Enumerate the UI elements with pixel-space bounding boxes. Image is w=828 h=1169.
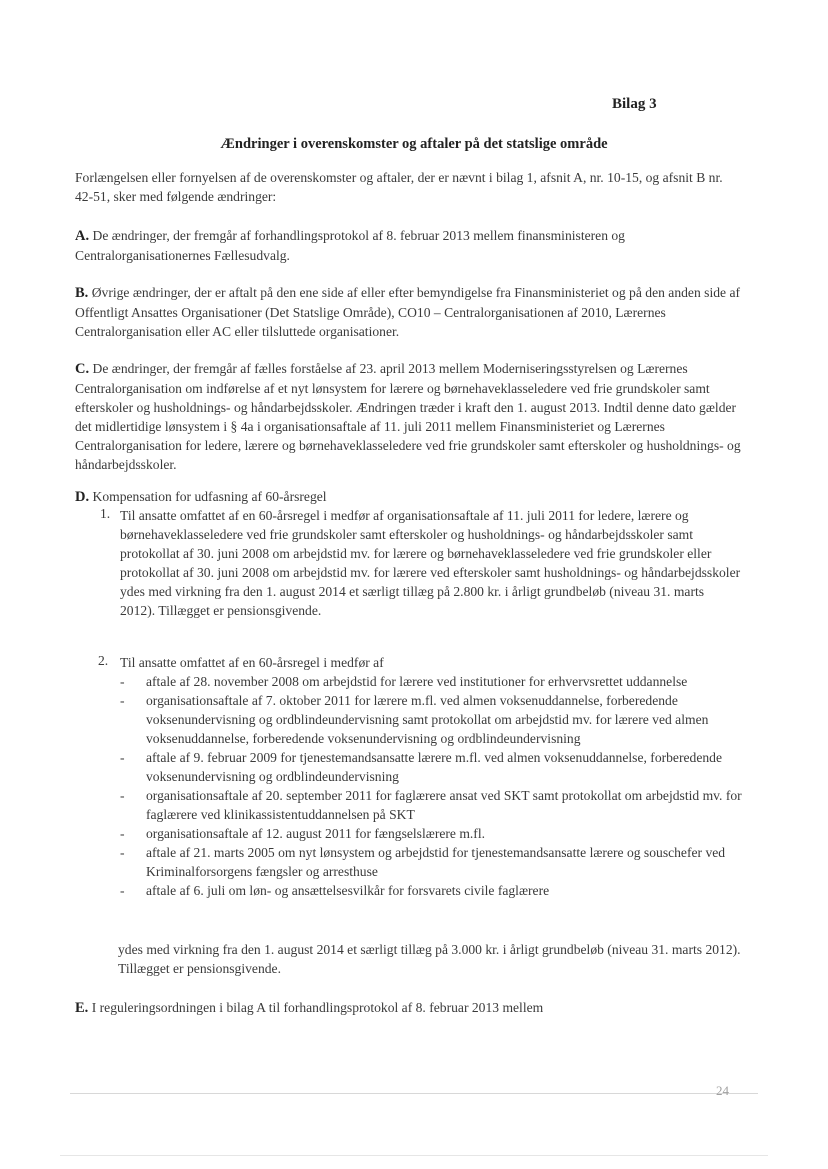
section-d-label: D. bbox=[75, 489, 90, 505]
agreement-sublist bbox=[120, 672, 742, 900]
dash-bullet: - bbox=[120, 750, 125, 765]
sublist-item bbox=[120, 748, 742, 786]
sublist-item-text: aftale af 9. februar 2009 for tjenestemandsansatte lærere m.fl. ved almen voksenuddannelse, forberedende voksenundervisning og ordblindeundervisning bbox=[146, 750, 722, 784]
sublist-item bbox=[120, 786, 742, 824]
section-e bbox=[75, 998, 743, 1018]
dash-bullet: - bbox=[120, 693, 125, 708]
item-number: 2. bbox=[98, 653, 109, 668]
dash-bullet: - bbox=[120, 674, 125, 689]
page-number: 24 bbox=[716, 1083, 729, 1098]
intro-paragraph: Forlængelsen eller fornyelsen af de overenskomster og aftaler, der er nævnt i bilag 1, afsnit A, nr. 10-15, og afsnit B nr. 42-51, sker med følgende ændringer: bbox=[75, 170, 723, 204]
list-item: Til ansatte omfattet af en 60-årsregel i medfør af organisationsaftale af 11. juli 2011 for ledere, lærere og børnehaveklasseledere ved frie grundskoler samt efterskoler og husholdnings- og håndarbejdsskoler samt protokollat af 30. juni 2008 om arbejdstid mv. for lærere og børnehaveklasseledere ved frie grundskoler eller protokollat af 30. juni 2008 om arbejdstid mv. for lærere ved efterskoler samt husholdnings- og håndarbejdsskoler ydes med virkning fra den 1. august 2014 et særligt tillæg på 2.800 kr. i årligt grundbeløb (niveau 31. marts 2012). Tillægget er pensionsgivende. bbox=[120, 508, 741, 618]
item-number: 1. bbox=[100, 506, 111, 521]
footer-divider bbox=[70, 1093, 758, 1094]
sublist-item-text: organisationsaftale af 20. september 2011 for faglærere ansat ved SKT samt protokollat om arbejdstid mv. for faglærere ved klinikassistentuddannelsen på SKT bbox=[146, 788, 742, 822]
list-item: Til ansatte omfattet af en 60-årsregel i medfør af bbox=[120, 655, 384, 670]
sublist-item bbox=[120, 672, 742, 691]
dash-bullet: - bbox=[120, 826, 125, 841]
sublist-item bbox=[120, 843, 742, 881]
section-e-label: E. bbox=[75, 1000, 89, 1016]
section-b bbox=[75, 283, 743, 341]
section-a-text: De ændringer, der fremgår af forhandlingsprotokol af 8. februar 2013 mellem finansministeren og Centralorganisationernes Fællesudvalg. bbox=[75, 228, 625, 263]
dash-bullet: - bbox=[120, 788, 125, 803]
sublist-item-text: aftale af 28. november 2008 om arbejdstid for lærere ved institutioner for erhvervsrettet uddannelse bbox=[146, 674, 688, 689]
section-c-label: C. bbox=[75, 361, 90, 377]
appendix-label: Bilag 3 bbox=[612, 96, 657, 112]
section-d-heading-text: Kompensation for udfasning af 60-årsregel bbox=[92, 489, 327, 504]
sublist-item-text: organisationsaftale af 12. august 2011 for fængselslærere m.fl. bbox=[146, 826, 486, 841]
sublist-item bbox=[120, 691, 742, 748]
section-d-heading bbox=[75, 487, 327, 507]
document-title: Ændringer i overenskomster og aftaler på det statslige område bbox=[220, 136, 608, 152]
sublist-item bbox=[120, 881, 742, 900]
section-c-text: De ændringer, der fremgår af fælles forståelse af 23. april 2013 mellem Moderniseringsstyrelsen og Lærernes Centralorganisation om indførelse af et nyt lønsystem for lærere og børnehaveklasseledere ved frie grundskoler samt efterskoler og husholdnings- og håndarbejdsskoler. Ændringen træder i kraft den 1. august 2013. Indtil denne dato gælder det midlertidige lønsystem i § 4a i organisationsaftale af 11. juli 2011 mellem Finansministeriet og Lærernes Centralorganisation for ledere, lærere og børnehaveklasseledere ved frie grundskoler samt efterskoler og husholdnings- og håndarbejdsskoler. bbox=[75, 361, 741, 472]
section-d-closing-text: ydes med virkning fra den 1. august 2014 et særligt tillæg på 3.000 kr. i årligt grundbeløb (niveau 31. marts 2012). Tillægget er pensionsgivende. bbox=[118, 942, 741, 976]
section-b-label: B. bbox=[75, 285, 89, 301]
sublist-item bbox=[120, 824, 742, 843]
bottom-scan-line bbox=[60, 1155, 768, 1156]
section-e-text: I reguleringsordningen i bilag A til forhandlingsprotokol af 8. februar 2013 mellem bbox=[91, 1000, 544, 1015]
dash-bullet: - bbox=[120, 883, 125, 898]
section-a bbox=[75, 226, 743, 265]
section-c bbox=[75, 359, 743, 474]
sublist-item-text: aftale af 21. marts 2005 om nyt lønsystem og arbejdstid for tjenestemandsansatte lærere og souschefer ved Kriminalforsorgens fængsler og arresthuse bbox=[146, 845, 726, 879]
dash-bullet: - bbox=[120, 845, 125, 860]
section-a-label: A. bbox=[75, 228, 90, 244]
section-b-text: Øvrige ændringer, der er aftalt på den ene side af eller efter bemyndigelse fra Finansministeriet og på den anden side af Offentligt Ansattes Organisationer (Det Statslige Område), CO10 – Centralorganisationen af 2010, Lærernes Centralorganisation eller AC eller tilsluttede organisationer. bbox=[75, 285, 741, 339]
sublist-item-text: aftale af 6. juli om løn- og ansættelsesvilkår for forsvarets civile faglærere bbox=[146, 883, 550, 898]
sublist-item-text: organisationsaftale af 7. oktober 2011 for lærere m.fl. ved almen voksenuddannelse, forberedende voksenundervisning og ordblindeundervisning samt protokollat om arbejdstid mv. for lærere ved almen voksenuddannelse, forberedende voksenundervisning og ordblindeundervisning bbox=[146, 693, 709, 746]
